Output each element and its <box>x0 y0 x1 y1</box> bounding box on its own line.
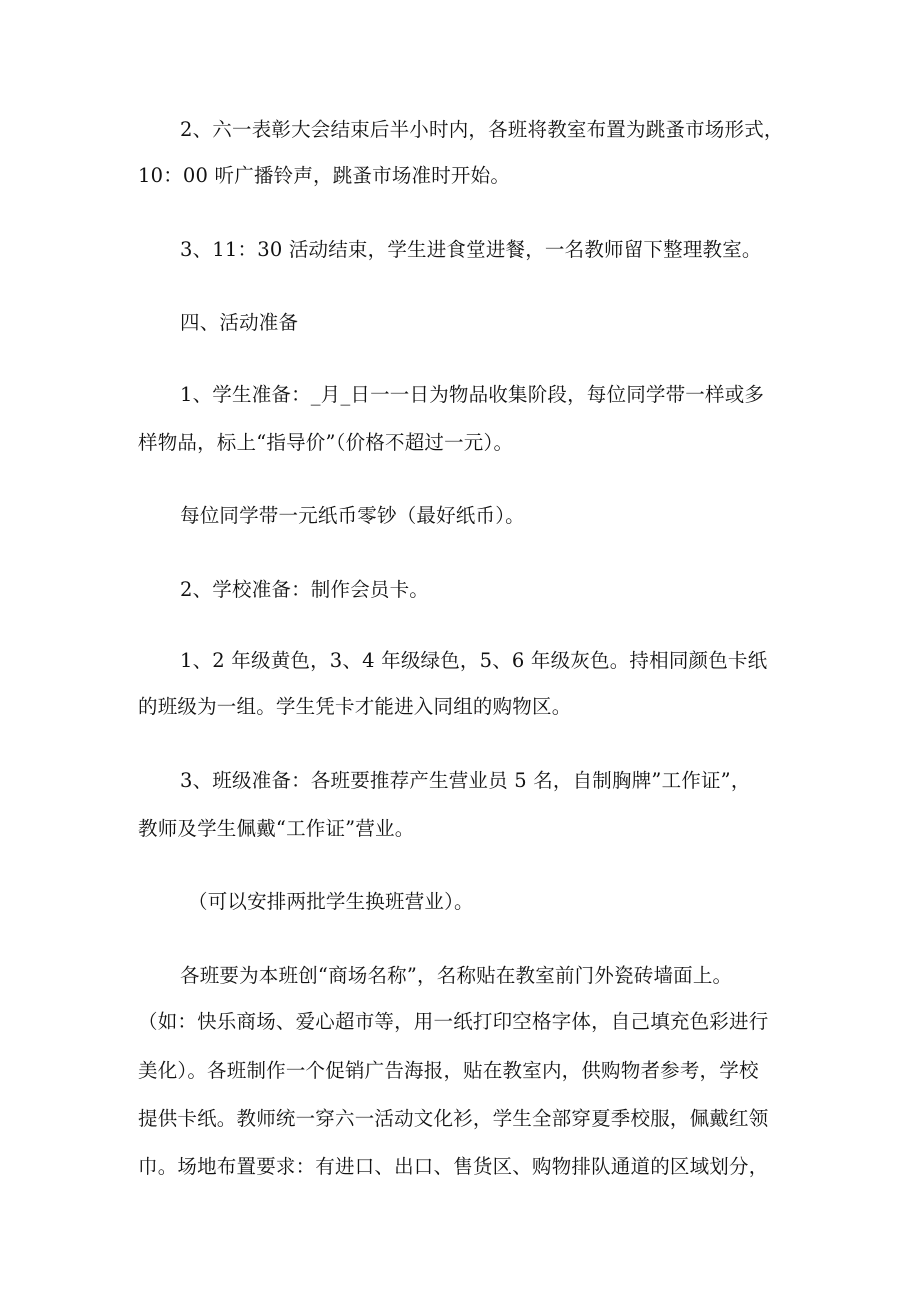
paragraph-line: 1、学生准备：_月_日一一日为物品收集阶段，每位同学带一样或多 <box>180 383 765 406</box>
paragraph-line: 2、六一表彰大会结束后半小时内，各班将教室布置为跳蚤市场形式， <box>180 118 784 141</box>
paragraph-line: 教师及学生佩戴“工作证”营业。 <box>138 817 415 840</box>
paragraph-line: 提供卡纸。教师统一穿六一活动文化衫，学生全部穿夏季校服，佩戴红领 <box>138 1107 769 1130</box>
paragraph-line: 2、学校准备：制作会员卡。 <box>180 578 430 601</box>
paragraph-line: 样物品，标上“指导价”（价格不超过一元）。 <box>138 431 514 454</box>
paragraph-line: 的班级为一组。学生凭卡才能进入同组的购物区。 <box>138 695 572 718</box>
paragraph-line: 巾。场地布置要求：有进口、出口、售货区、购物排队通道的区域划分， <box>138 1155 769 1178</box>
paragraph-line: 3、11：30 活动结束，学生进食堂进餐，一名教师留下整理教室。 <box>180 238 762 261</box>
section-heading: 四、活动准备 <box>180 311 299 334</box>
paragraph-line: （可以安排两批学生换班营业）。 <box>188 890 474 913</box>
paragraph-line: 美化）。各班制作一个促销广告海报，贴在教室内，供购物者参考，学校 <box>138 1059 759 1082</box>
paragraph-line: 每位同学带一元纸币零钞（最好纸币）。 <box>180 504 525 527</box>
paragraph-line: 3、班级准备：各班要推荐产生营业员 5 名，自制胸牌”工作证”， <box>180 769 751 792</box>
paragraph-line: 各班要为本班创“商场名称”，名称贴在教室前门外瓷砖墙面上。 <box>180 964 733 987</box>
paragraph-line: 10：00 听广播铃声，跳蚤市场准时开始。 <box>138 164 511 187</box>
paragraph-line: 1、2 年级黄色，3、4 年级绿色，5、6 年级灰色。持相同颜色卡纸 <box>180 649 768 672</box>
paragraph-line: （如：快乐商场、爱心超市等，用一纸打印空格字体，自己填充色彩进行 <box>138 1010 769 1033</box>
